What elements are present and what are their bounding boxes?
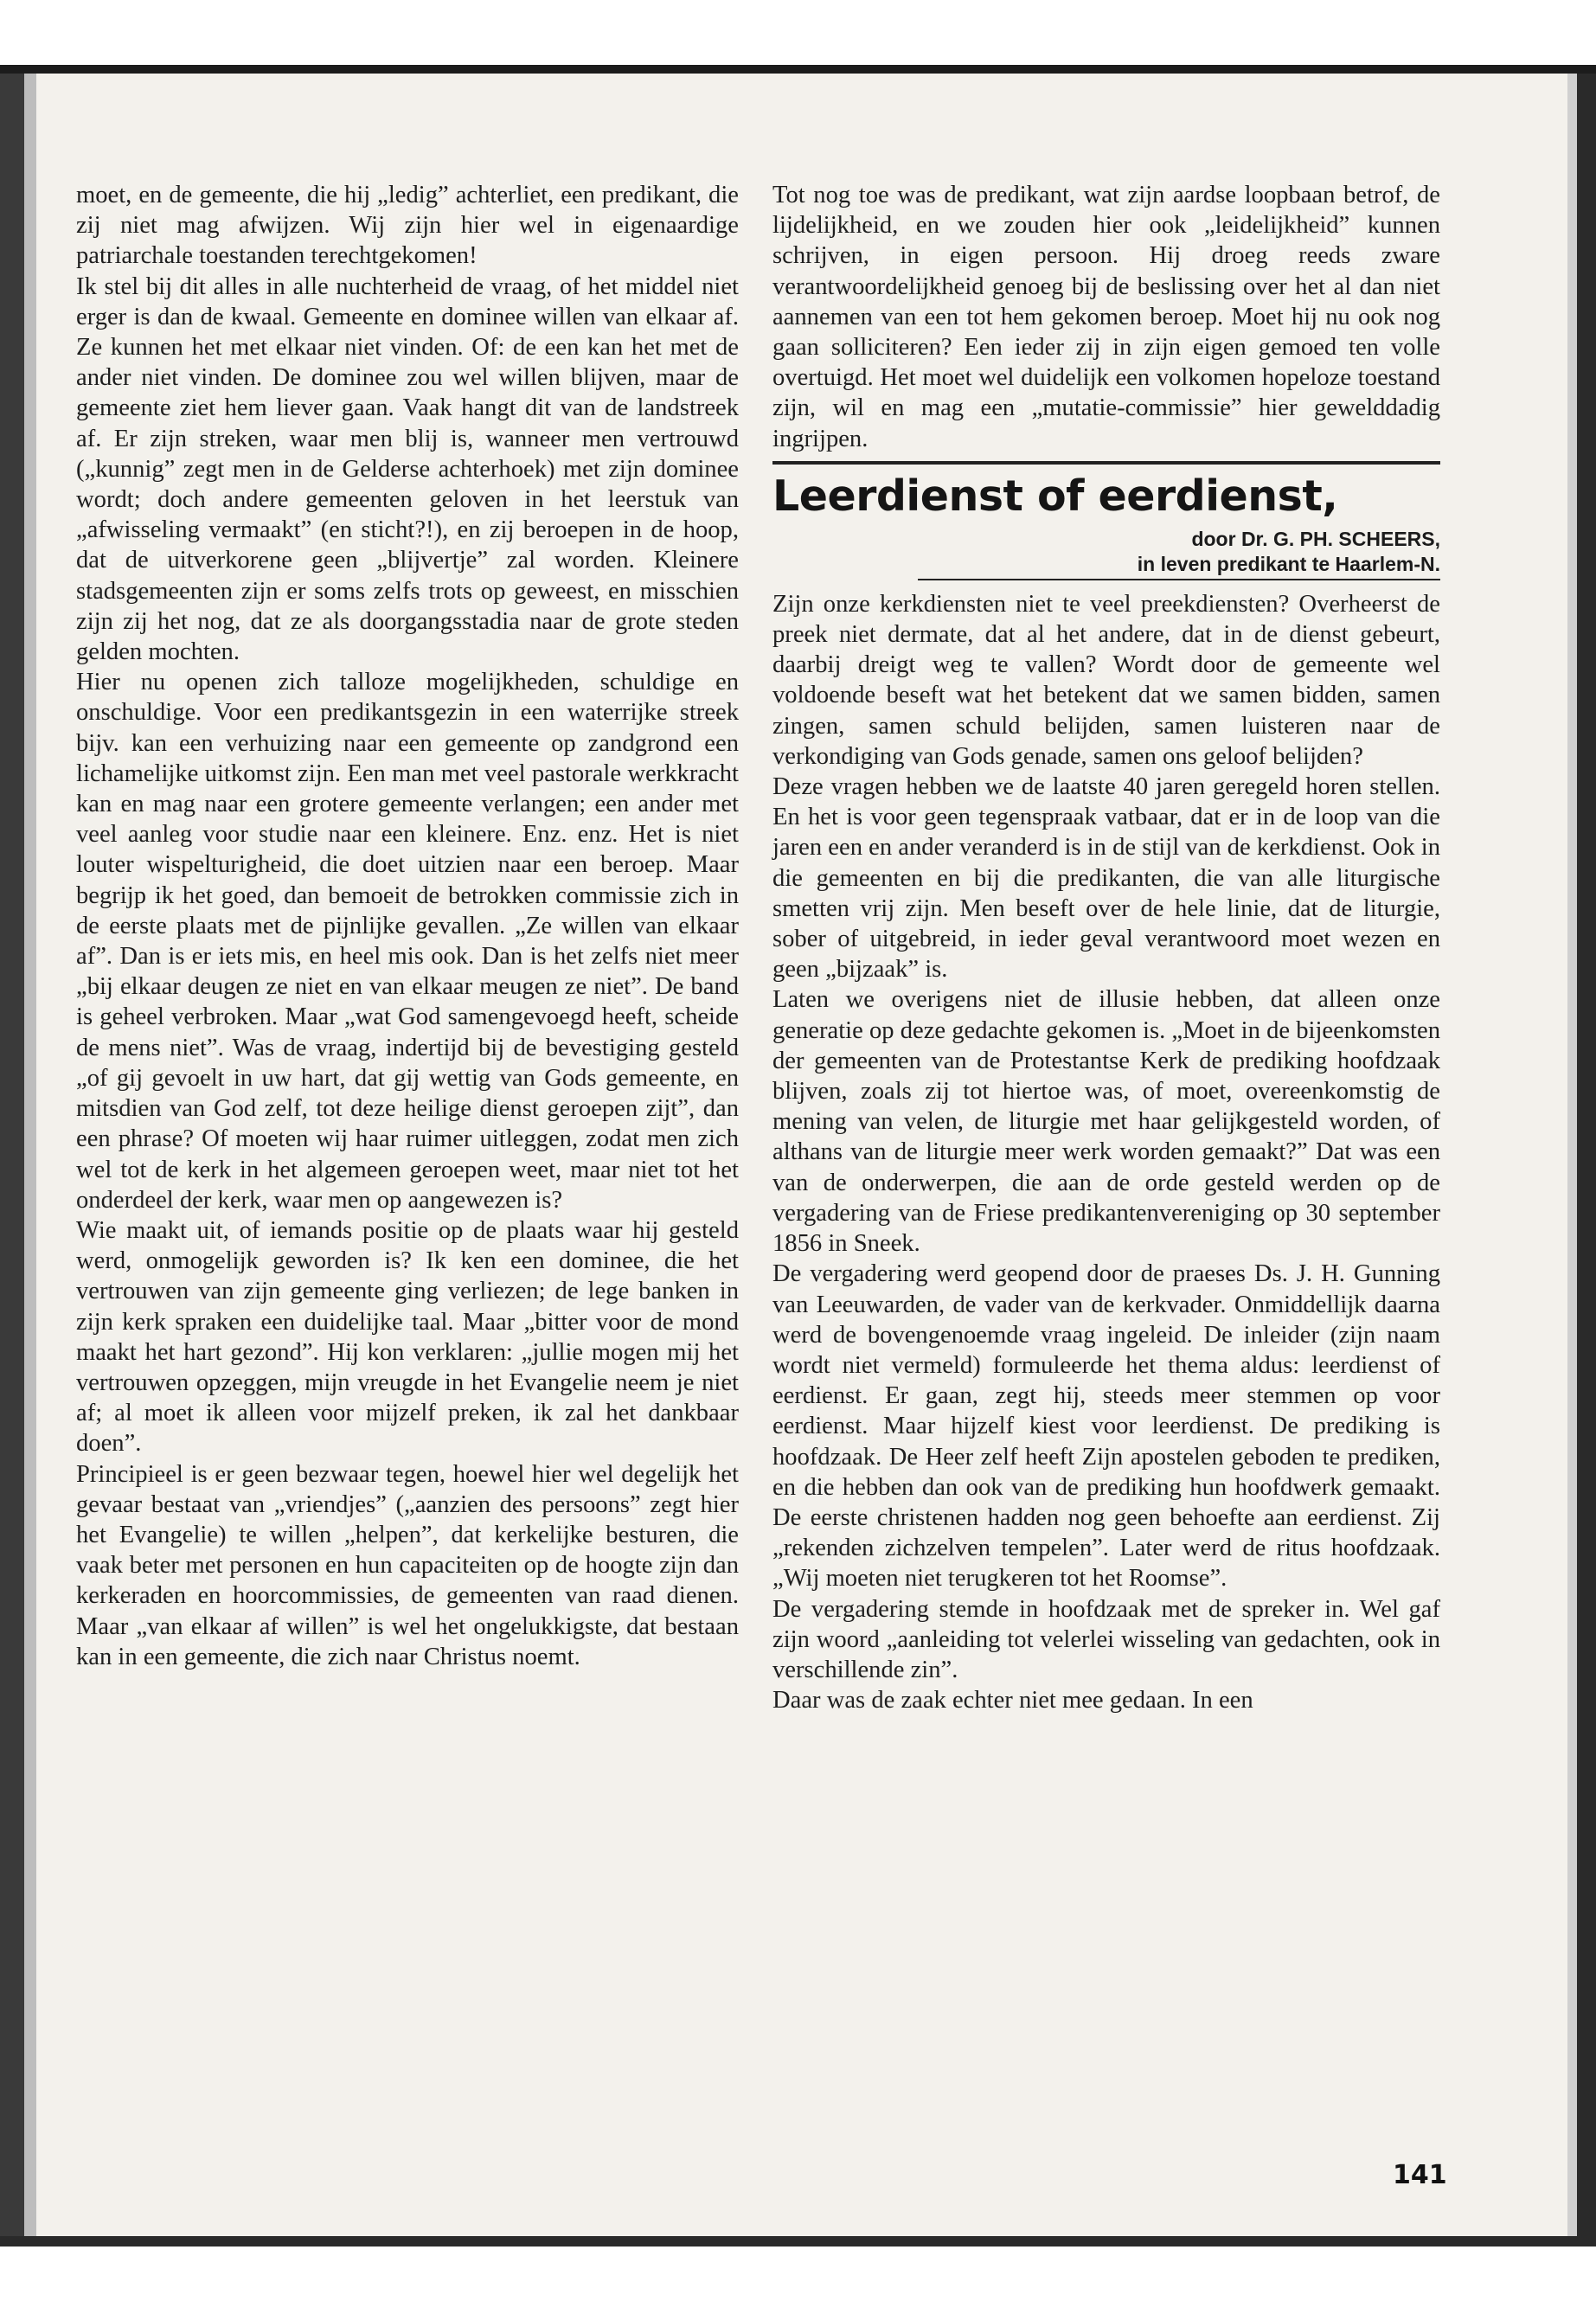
binding-top-edge bbox=[0, 65, 1596, 74]
binding-bottom-edge bbox=[0, 2236, 1596, 2247]
intro-paragraph: Tot nog toe was de predikant, wat zijn aardse loopbaan betrof, de lijdelijkheid, en we zouden hier ook „leidelijkheid” kunnen schrijven, in eigen persoon. Hij droeg reeds zware verantwoordelijkheid genoeg bij de beslissing over het al dan niet aannemen van een tot hem gekomen beroep. Moet hij nu ook nog gaan solliciteren? Een ieder zij in zijn eigen gemoed ten volle overtuigd. Het moet wel duidelijk een volkomen hopeloze toestand zijn, wil en mag een „mutatie-commissie” hier gewelddadig ingrijpen. bbox=[772, 182, 1440, 452]
right-column bbox=[772, 180, 1440, 1715]
body-paragraph: Hier nu openen zich talloze mogelijkheden, schuldige en onschuldige. Voor een predikantsgezin in een waterrijke streek bijv. kan een verhuizing naar een gemeente op zandgrond een lichamelijke uitkomst zijn. Een man met veel pastorale werkkracht kan en mag naar een grotere gemeente verlangen; een ander met veel aanleg voor studie naar een kleinere. Enz. enz. Het is niet louter wispelturigheid, die doet uitzien naar een beroep. Maar begrijp ik het goed, dan bemoeit de betrokken commissie zich in de eerste plaats met de pijnlijke gevallen. „Ze willen van elkaar af”. Dan is er iets mis, en heel mis ook. Dan is het zelfs niet meer „bij elkaar deugen ze niet en van elkaar meugen ze niet”. De band is geheel verbroken. Maar „wat God samengevoegd heeft, scheide de mens niet”. Was de vraag, indertijd bij de bevestiging gesteld „of gij gevoelt in uw hart, dat gij wettig van Gods gemeente, en mitsdien van God zelf, tot deze heilige dienst geroepen zijt”, dan een phrase? Of moeten wij haar ruimer uitleggen, zodat men zich wel tot de kerk in het algemeen geroepen weet, maar niet tot het onderdeel der kerk, waar men op aangewezen is? bbox=[76, 669, 739, 1214]
body-paragraph: Principieel is er geen bezwaar tegen, hoewel hier wel degelijk het gevaar bestaat van „vriendjes” („aanzien des persoons” zegt hier het Evangelie) te willen „helpen”, dat kerkelijke besturen, die vaak beter met personen en hun capaciteiten op de hoogte zijn dan kerkeraden en hoorcommissies, de gemeenten van raad dienen. Maar „van elkaar af willen” is wel het ongelukkigste, dat bestaan kan in een gemeente, die zich naar Christus noemt. bbox=[76, 1460, 739, 1670]
article-paragraph: Deze vragen hebben we de laatste 40 jaren geregeld horen stellen. En het is voor geen tegenspraak vatbaar, dat er in de loop van die jaren een en ander veranderd is in de stijl van de kerkdienst. Ook in die gemeenten en bij die predikanten, die van alle liturgische smetten vrij zijn. Men beseft over de hele linie, dat de liturgie, sober of uitgebreid, in ieder geval verantwoord moet wezen en geen „bijzaak” is. bbox=[772, 773, 1440, 984]
binding-left-edge bbox=[0, 74, 24, 2245]
scan-top-margin bbox=[0, 0, 1596, 65]
article-title: Leerdienst of eerdienst, bbox=[772, 471, 1338, 521]
body-paragraph: Ik stel bij dit alles in alle nuchterheid de vraag, of het middel niet erger is dan de kwaal. Gemeente en dominee willen van elkaar af. Ze kunnen het met elkaar niet vinden. Of: de een kan het met de ander niet vinden. De dominee zou wel willen blijven, maar de gemeente ziet hem liever gaan. Vaak hangt dit van de landstreek af. Er zijn streken, waar men blij is, wanneer men vertrouwd („kunnig” zegt men in de Gelderse achterhoek) met zijn dominee wordt; doch andere gemeenten geloven in het leerstuk van „afwisseling vermaakt” (en sticht?!), en zij beroepen in de hoop, dat de uitverkorene geen „blijvertje” zal worden. Kleinere stadsgemeenten zijn er soms zelfs trots op geweest, en misschien zijn zij het nog, dat ze als doorgangsstadia naar de grote steden gelden mochten. bbox=[76, 272, 739, 666]
binding-left-shadow bbox=[24, 74, 36, 2245]
body-paragraph: moet, en de gemeente, die hij „ledig” achterliet, een predikant, die zij niet mag afwijzen. Wij zijn hier wel in eigenaardige patriarchale toestanden terechtgekomen! bbox=[76, 182, 739, 270]
left-column bbox=[76, 180, 739, 1672]
article-paragraph: Laten we overigens niet de illusie hebben, dat alleen onze generatie op deze gedachte gekomen is. „Moet in de bijeenkomsten der gemeenten van de Protestantse Kerk de prediking hoofdzaak blijven, zoals zij tot hiertoe was, of moet, overeenkomstig de mening van velen, de liturgie met haar gelijkgesteld worden, of althans van de liturgie meer werk worden gemaakt?” Dat was een van de onderwerpen, die aan de orde gesteld werden op de vergadering van de Friese predikantenvereniging op 30 september 1856 in Sneek. bbox=[772, 986, 1440, 1258]
byline-author: door Dr. G. PH. SCHEERS, bbox=[1191, 527, 1440, 550]
body-paragraph: Wie maakt uit, of iemands positie op de plaats waar hij gesteld werd, onmogelijk geworden is? Ik ken een dominee, die het vertrouwen van zijn gemeente ging verliezen; de lege banken in zijn kerk spraken een duidelijke taal. Maar „bitter voor de mond maakt het hart gezond”. Hij kon verklaren: „jullie mogen mij het vertrouwen opzeggen, mijn vreugde in het Evangelie neem je niet af; al moet ik alleen voor mijzelf preken, ik zal het dankbaar doen”. bbox=[76, 1216, 739, 1458]
byline-affiliation: in leven predikant te Haarlem-N. bbox=[918, 554, 1440, 580]
article-paragraph: De vergadering werd geopend door de praeses Ds. J. H. Gunning van Leeuwarden, de vader van de kerkvader. Onmiddellijk daarna werd de bovengenoemde vraag ingeleid. De inleider (zijn naam wordt niet vermeld) formuleerde het thema aldus: leerdienst of eerdienst. Er gaan, zegt hij, steeds meer stemmen op voor eerdienst. Maar hijzelf kiest voor leerdienst. De prediking is hoofdzaak. De Heer zelf heeft Zijn apostelen geboden te prediken, en die hebben dan ook van de prediking hun hoofdwerk gemaakt. De eerste christenen hadden nog geen behoefte aan eerdienst. Zij „rekenden zichzelven tempelen”. Later werd de ritus hoofdzaak. „Wij moeten niet terugkeren tot het Roomse”. bbox=[772, 1260, 1440, 1593]
article-paragraph: Zijn onze kerkdiensten niet te veel preekdiensten? Overheerst de preek niet dermate, dat al het andere, dat in de dienst gebeurt, daarbij dreigt weg te vallen? Wordt door de gemeente wel voldoende beseft wat het betekent dat we samen bidden, samen zingen, samen schuld belijden, samen luisteren naar de verkondiging van Gods genade, samen ons geloof belijden? bbox=[772, 590, 1440, 770]
binding-right-shadow bbox=[1567, 74, 1577, 2245]
article-paragraph: De vergadering stemde in hoofdzaak met de spreker in. Wel gaf zijn woord „aanleiding tot velerlei wisseling van gedachten, ook in verschillende zin”. bbox=[772, 1595, 1440, 1683]
spacer bbox=[772, 580, 1440, 589]
binding-right-edge bbox=[1577, 74, 1596, 2245]
heading-divider bbox=[772, 461, 1440, 465]
page-number: 141 bbox=[1393, 2160, 1447, 2190]
article-paragraph: Daar was de zaak echter niet mee gedaan. In een bbox=[772, 1687, 1253, 1715]
